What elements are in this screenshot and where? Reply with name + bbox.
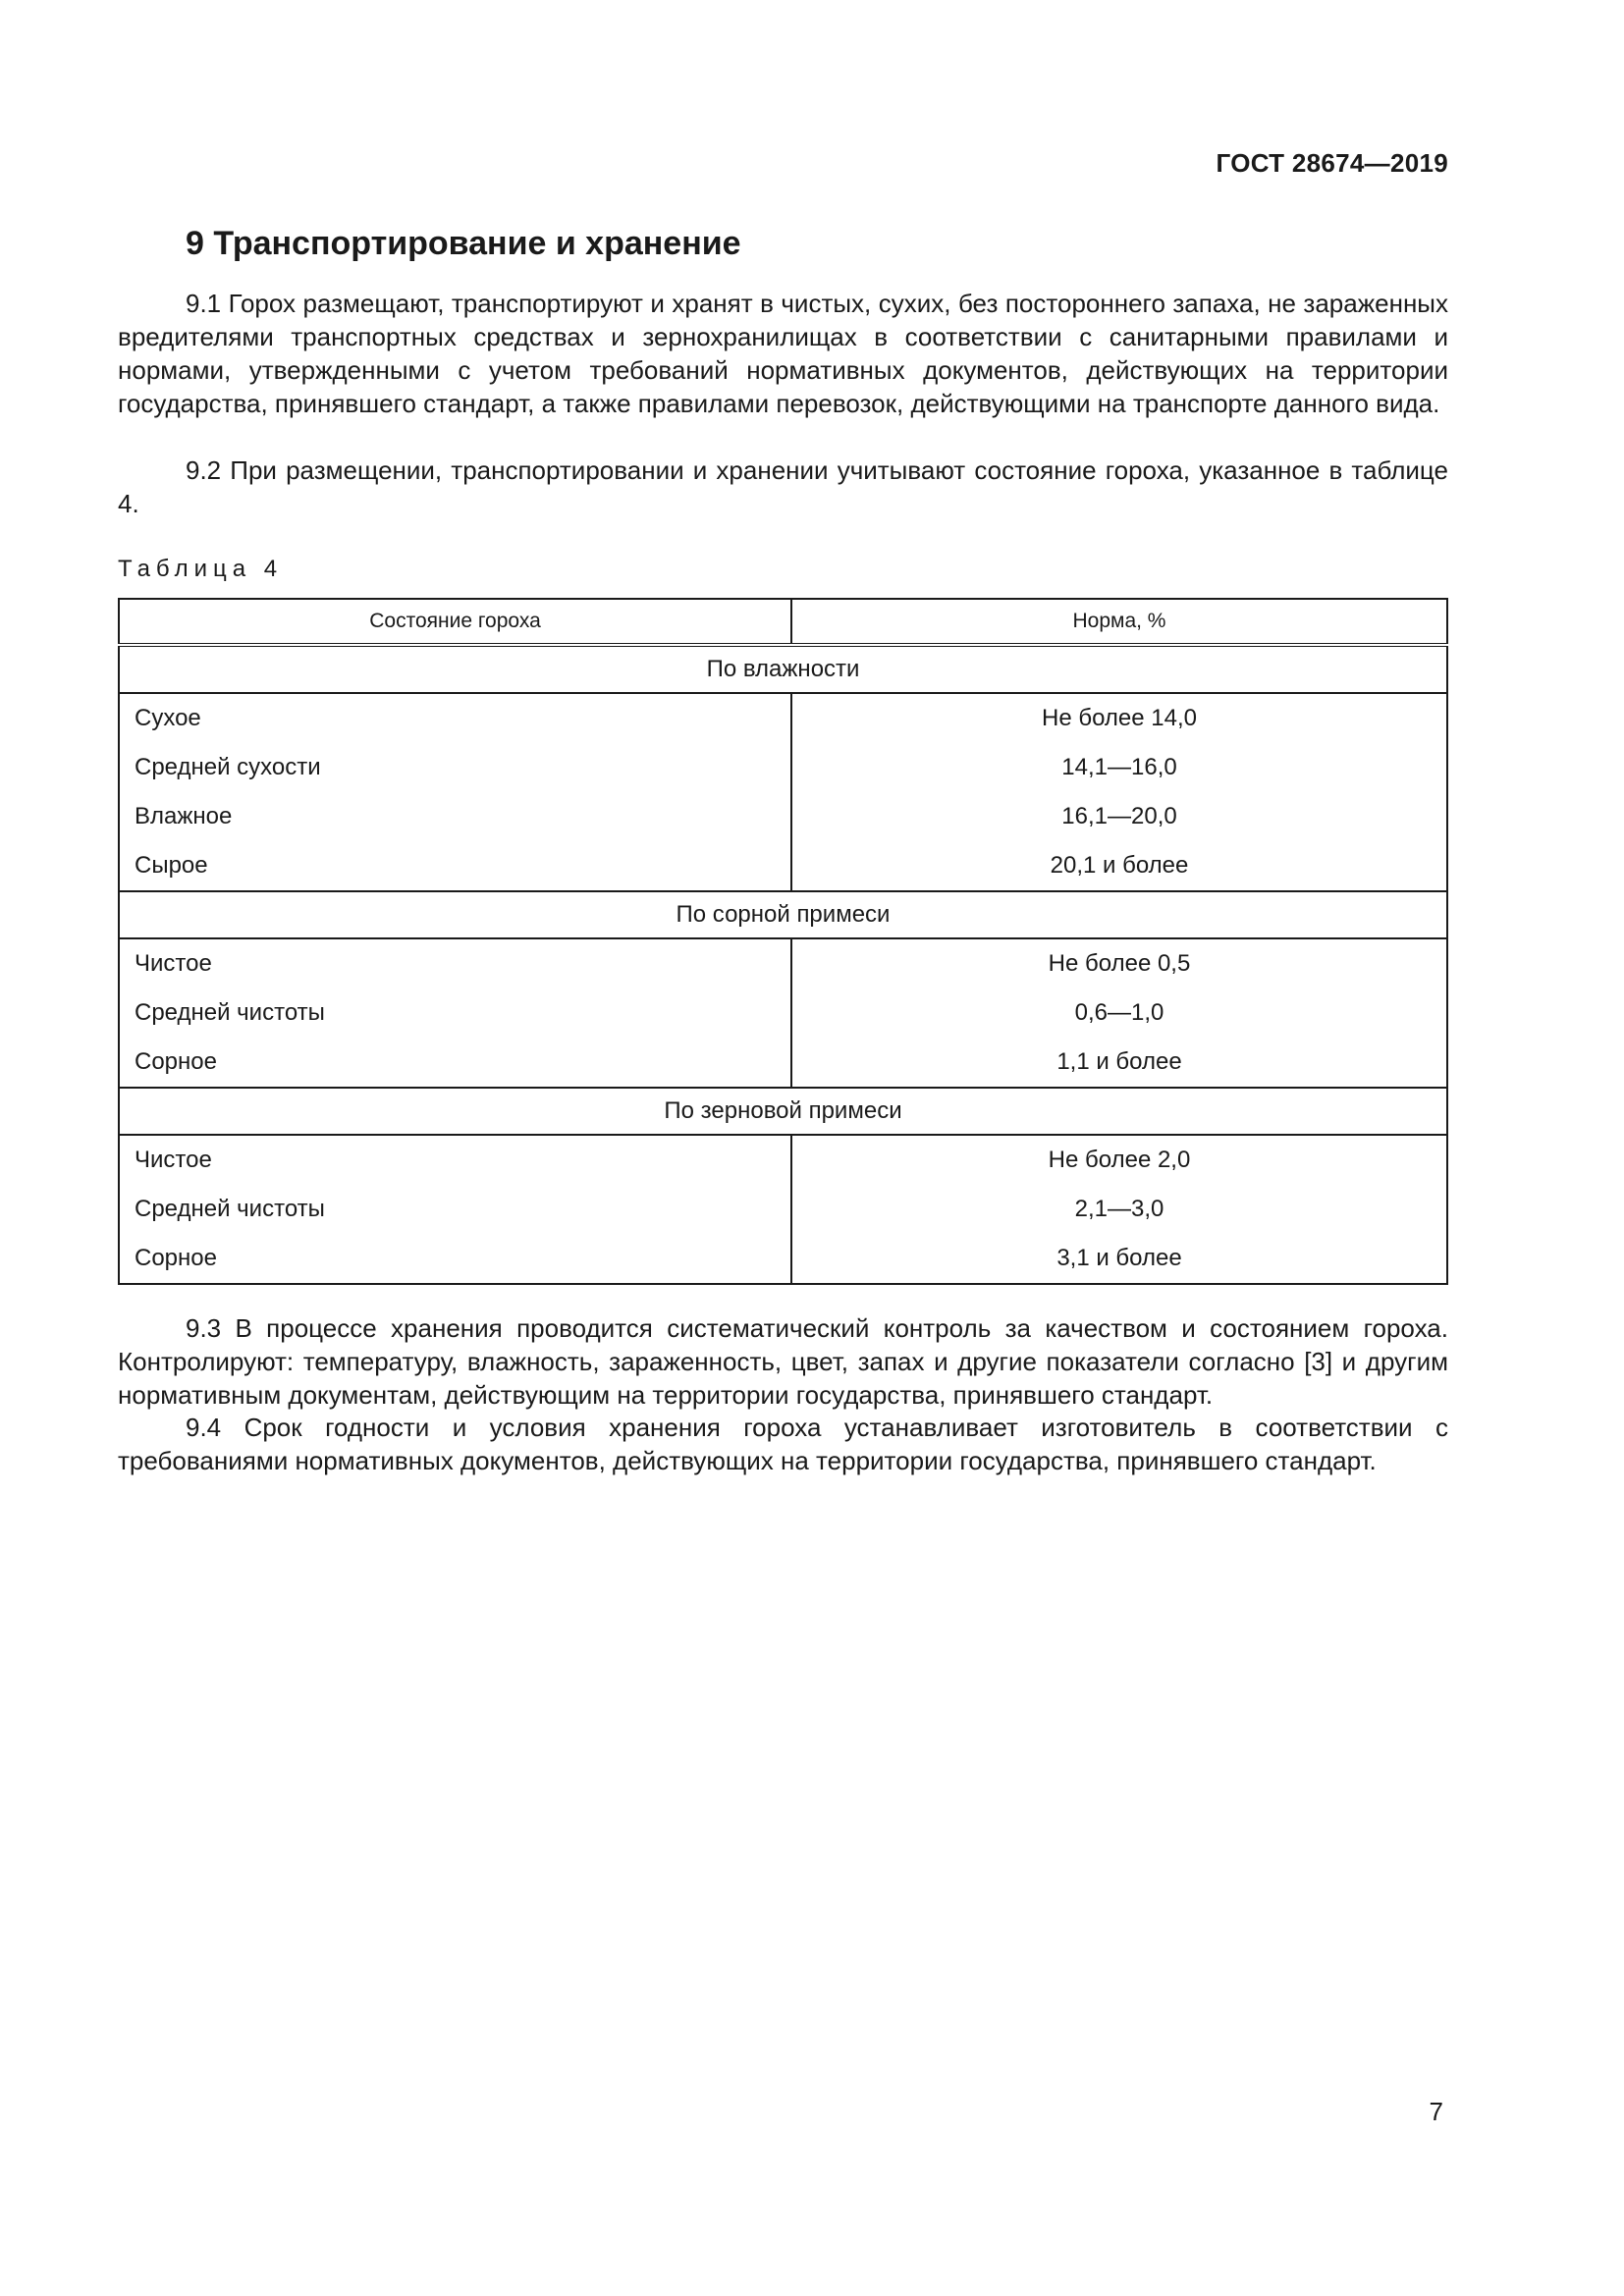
table-row: [119, 988, 1447, 1038]
condition-name: Средней чистоты: [119, 988, 791, 1038]
table-caption: Таблица 4: [118, 556, 284, 582]
document-code: ГОСТ 28674—2019: [1216, 148, 1448, 178]
norm-value: 16,1—20,0: [1061, 803, 1177, 829]
condition-name: Влажное: [119, 792, 791, 841]
condition-name: Средней сухости: [119, 743, 791, 792]
condition-name: Сорное: [119, 1038, 791, 1088]
pea-condition-table: [118, 598, 1448, 1285]
group-title: По зерновой примеси: [119, 1088, 1447, 1135]
table-row: [119, 1234, 1447, 1284]
condition-name: Чистое: [119, 938, 791, 988]
paragraph-9-4: 9.4 Срок годности и условия хранения гороха устанавливает изготовитель в соответствии с требованиями нормативных документов, действующих на территории государства, принявшего стандарт.: [118, 1413, 1448, 1475]
group-title: По влажности: [119, 645, 1447, 693]
table-row: [119, 841, 1447, 891]
norm-value: Не более 14,0: [1042, 705, 1197, 731]
group-row-weed-impurity: [119, 891, 1447, 938]
table-row: [119, 743, 1447, 792]
table-header-row: [119, 599, 1447, 645]
paragraph-9-3: 9.3 В процессе хранения проводится систематический контроль за качеством и состоянием гороха. Контролируют: температуру, влажность, зараженность, цвет, запах и другие показатели согласно [3] и другим нормативным документам, действующим на территории государства, принявшего стандарт.: [118, 1313, 1448, 1410]
paragraph-9-1: 9.1 Горох размещают, транспортируют и хранят в чистых, сухих, без постороннего запаха, не зараженных вредителями транспортных средствах и зернохранилищах в соответствии с санитарными правилами и нормами, утвержденными с учетом требований нормативных документов, действующих на территории государства, принявшего стандарт, а также правилами перевозок, действующими на транспорте данного вида.: [118, 289, 1448, 418]
paragraph-9-2: 9.2 При размещении, транспортировании и хранении учитывают состояние гороха, указанное в таблице 4.: [118, 455, 1448, 518]
condition-name: Чистое: [119, 1135, 791, 1185]
norm-value: 0,6—1,0: [1074, 999, 1164, 1026]
table-row: [119, 1185, 1447, 1234]
group-row-grain-impurity: [119, 1088, 1447, 1135]
condition-name: Сырое: [119, 841, 791, 891]
norm-value: 1,1 и более: [1056, 1048, 1182, 1075]
column-header-norm: Норма, %: [791, 599, 1447, 645]
condition-name: Сухое: [119, 693, 791, 743]
norm-value: Не более 0,5: [1048, 950, 1191, 977]
table-row: [119, 1135, 1447, 1185]
norm-value: 2,1—3,0: [1074, 1196, 1164, 1222]
column-header-condition: Состояние гороха: [119, 599, 791, 645]
table-row: [119, 1038, 1447, 1088]
page-number: 7: [1429, 2097, 1443, 2126]
norm-value: 3,1 и более: [1056, 1245, 1182, 1271]
group-row-moisture: [119, 645, 1447, 693]
group-title: По сорной примеси: [119, 891, 1447, 938]
table-row: [119, 693, 1447, 743]
table-row: [119, 938, 1447, 988]
norm-value: Не более 2,0: [1048, 1147, 1191, 1173]
norm-value: 20,1 и более: [1050, 852, 1189, 879]
section-title: 9 Транспортирование и хранение: [186, 225, 741, 262]
condition-name: Сорное: [119, 1234, 791, 1284]
norm-value: 14,1—16,0: [1061, 754, 1177, 780]
condition-name: Средней чистоты: [119, 1185, 791, 1234]
table-row: [119, 792, 1447, 841]
